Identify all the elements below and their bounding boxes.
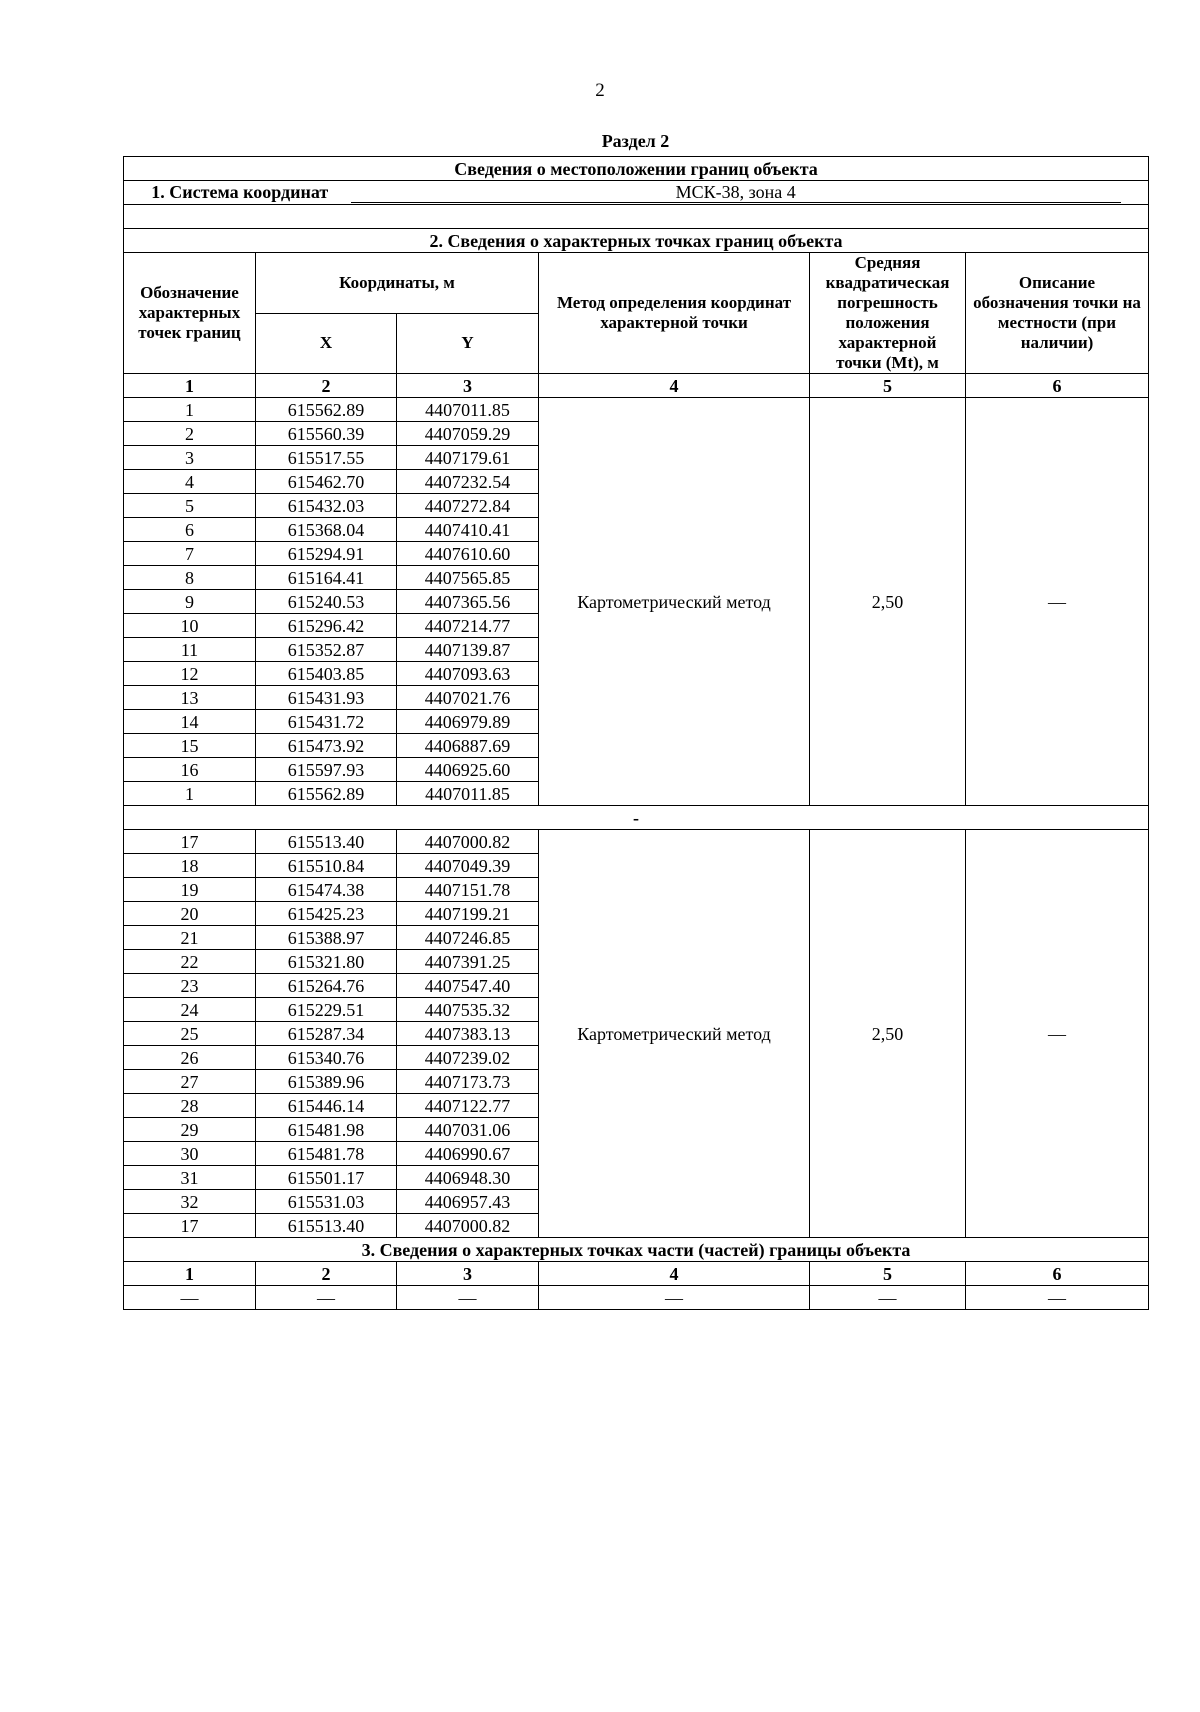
point-y: 4407391.25 [397, 950, 539, 974]
point-number: 15 [124, 734, 256, 758]
parts-empty-row [124, 1286, 1149, 1310]
point-y: 4407011.85 [397, 398, 539, 422]
header-x: X [256, 313, 397, 374]
column-number: 4 [539, 1262, 810, 1286]
point-y: 4406948.30 [397, 1166, 539, 1190]
point-y: 4407122.77 [397, 1094, 539, 1118]
header-point-designation: Обозначение характерных точек границ [124, 253, 256, 374]
column-number: 5 [810, 1262, 966, 1286]
parts-empty-cell: — [539, 1286, 810, 1310]
point-x: 615510.84 [256, 854, 397, 878]
point-number: 14 [124, 710, 256, 734]
point-y: 4407093.63 [397, 662, 539, 686]
point-number: 6 [124, 518, 256, 542]
point-y: 4406990.67 [397, 1142, 539, 1166]
point-number: 22 [124, 950, 256, 974]
point-x: 615240.53 [256, 590, 397, 614]
point-y: 4407000.82 [397, 1214, 539, 1238]
point-number: 17 [124, 1214, 256, 1238]
point-y: 4407031.06 [397, 1118, 539, 1142]
point-x: 615562.89 [256, 782, 397, 806]
points-section-title: 2. Сведения о характерных точках границ объекта [124, 229, 1149, 253]
point-y: 4407000.82 [397, 830, 539, 854]
point-error: 2,50 [810, 398, 966, 806]
point-row [124, 398, 1149, 422]
column-number: 2 [256, 1262, 397, 1286]
point-number: 8 [124, 566, 256, 590]
point-y: 4407214.77 [397, 614, 539, 638]
point-y: 4407059.29 [397, 422, 539, 446]
point-y: 4406957.43 [397, 1190, 539, 1214]
point-x: 615531.03 [256, 1190, 397, 1214]
point-y: 4407383.13 [397, 1022, 539, 1046]
point-error: 2,50 [810, 830, 966, 1238]
header-error: Средняя квадратическая погрешность положения характерной точки (Mt), м [810, 253, 966, 374]
point-y: 4407565.85 [397, 566, 539, 590]
point-y: 4407272.84 [397, 494, 539, 518]
point-number: 30 [124, 1142, 256, 1166]
point-number: 28 [124, 1094, 256, 1118]
point-x: 615388.97 [256, 926, 397, 950]
point-method: Картометрический метод [539, 830, 810, 1238]
section-title: Раздел 2 [601, 131, 670, 151]
point-y: 4407049.39 [397, 854, 539, 878]
column-number: 5 [810, 374, 966, 398]
point-x: 615513.40 [256, 1214, 397, 1238]
point-y: 4407535.32 [397, 998, 539, 1022]
parts-empty-cell: — [256, 1286, 397, 1310]
page-number: 2 [595, 80, 605, 101]
point-x: 615517.55 [256, 446, 397, 470]
point-number: 1 [124, 398, 256, 422]
point-y: 4406925.60 [397, 758, 539, 782]
point-y: 4407173.73 [397, 1070, 539, 1094]
point-y: 4406887.69 [397, 734, 539, 758]
point-x: 615164.41 [256, 566, 397, 590]
point-x: 615462.70 [256, 470, 397, 494]
point-x: 615481.98 [256, 1118, 397, 1142]
point-x: 615513.40 [256, 830, 397, 854]
point-y: 4407232.54 [397, 470, 539, 494]
table-title: Сведения о местоположении границ объекта [124, 157, 1149, 181]
point-number: 20 [124, 902, 256, 926]
point-x: 615229.51 [256, 998, 397, 1022]
point-number: 10 [124, 614, 256, 638]
point-x: 615562.89 [256, 398, 397, 422]
point-number: 7 [124, 542, 256, 566]
point-number: 21 [124, 926, 256, 950]
point-y: 4407179.61 [397, 446, 539, 470]
point-x: 615264.76 [256, 974, 397, 998]
header-coordinates: Координаты, м [256, 253, 539, 314]
column-numbers-row [124, 374, 1149, 398]
coord-system-label: 1. Система координат [151, 182, 329, 202]
point-x: 615294.91 [256, 542, 397, 566]
point-x: 615352.87 [256, 638, 397, 662]
point-number: 31 [124, 1166, 256, 1190]
coord-system-row [124, 181, 1149, 205]
point-y: 4407410.41 [397, 518, 539, 542]
point-y: 4407011.85 [397, 782, 539, 806]
point-y: 4407610.60 [397, 542, 539, 566]
point-y: 4407021.76 [397, 686, 539, 710]
point-y: 4406979.89 [397, 710, 539, 734]
column-number: 3 [397, 374, 539, 398]
point-number: 19 [124, 878, 256, 902]
parts-empty-cell: — [966, 1286, 1149, 1310]
column-number: 6 [966, 374, 1149, 398]
point-y: 4407151.78 [397, 878, 539, 902]
point-number: 5 [124, 494, 256, 518]
point-number: 26 [124, 1046, 256, 1070]
column-number: 2 [256, 374, 397, 398]
column-number: 1 [124, 1262, 256, 1286]
point-x: 615597.93 [256, 758, 397, 782]
point-x: 615474.38 [256, 878, 397, 902]
parts-section-title: 3. Сведения о характерных точках части (частей) границы объекта [124, 1238, 1149, 1262]
point-y: 4407246.85 [397, 926, 539, 950]
point-number: 1 [124, 782, 256, 806]
column-number: 4 [539, 374, 810, 398]
point-x: 615425.23 [256, 902, 397, 926]
point-number: 25 [124, 1022, 256, 1046]
point-x: 615432.03 [256, 494, 397, 518]
coord-system-value: МСК-38, зона 4 [351, 182, 1121, 203]
header-description: Описание обозначения точки на местности (при наличии) [966, 253, 1149, 374]
parts-column-numbers-row [124, 1262, 1149, 1286]
point-row [124, 830, 1149, 854]
point-x: 615431.93 [256, 686, 397, 710]
parts-empty-cell: — [810, 1286, 966, 1310]
column-number: 3 [397, 1262, 539, 1286]
point-x: 615403.85 [256, 662, 397, 686]
point-method: Картометрический метод [539, 398, 810, 806]
column-number: 1 [124, 374, 256, 398]
point-description: — [966, 830, 1149, 1238]
point-x: 615481.78 [256, 1142, 397, 1166]
point-x: 615368.04 [256, 518, 397, 542]
header-y: Y [397, 313, 539, 374]
point-number: 27 [124, 1070, 256, 1094]
boundary-table [123, 156, 1149, 1310]
point-x: 615389.96 [256, 1070, 397, 1094]
point-number: 11 [124, 638, 256, 662]
blank-row [124, 205, 1149, 229]
point-x: 615446.14 [256, 1094, 397, 1118]
point-number: 32 [124, 1190, 256, 1214]
point-y: 4407547.40 [397, 974, 539, 998]
column-number: 6 [966, 1262, 1149, 1286]
point-number: 3 [124, 446, 256, 470]
point-number: 29 [124, 1118, 256, 1142]
parts-empty-cell: — [397, 1286, 539, 1310]
point-x: 615501.17 [256, 1166, 397, 1190]
point-x: 615431.72 [256, 710, 397, 734]
point-x: 615560.39 [256, 422, 397, 446]
header-method: Метод определения координат характерной точки [539, 253, 810, 374]
point-y: 4407239.02 [397, 1046, 539, 1070]
point-y: 4407365.56 [397, 590, 539, 614]
point-number: 18 [124, 854, 256, 878]
parts-empty-cell: — [124, 1286, 256, 1310]
point-number: 17 [124, 830, 256, 854]
point-number: 16 [124, 758, 256, 782]
contour-separator: - [124, 806, 1149, 830]
point-x: 615321.80 [256, 950, 397, 974]
point-y: 4407199.21 [397, 902, 539, 926]
point-number: 12 [124, 662, 256, 686]
point-number: 9 [124, 590, 256, 614]
point-number: 2 [124, 422, 256, 446]
point-x: 615340.76 [256, 1046, 397, 1070]
point-number: 13 [124, 686, 256, 710]
point-number: 4 [124, 470, 256, 494]
point-number: 24 [124, 998, 256, 1022]
point-x: 615473.92 [256, 734, 397, 758]
point-description: — [966, 398, 1149, 806]
point-y: 4407139.87 [397, 638, 539, 662]
point-x: 615287.34 [256, 1022, 397, 1046]
point-number: 23 [124, 974, 256, 998]
point-x: 615296.42 [256, 614, 397, 638]
